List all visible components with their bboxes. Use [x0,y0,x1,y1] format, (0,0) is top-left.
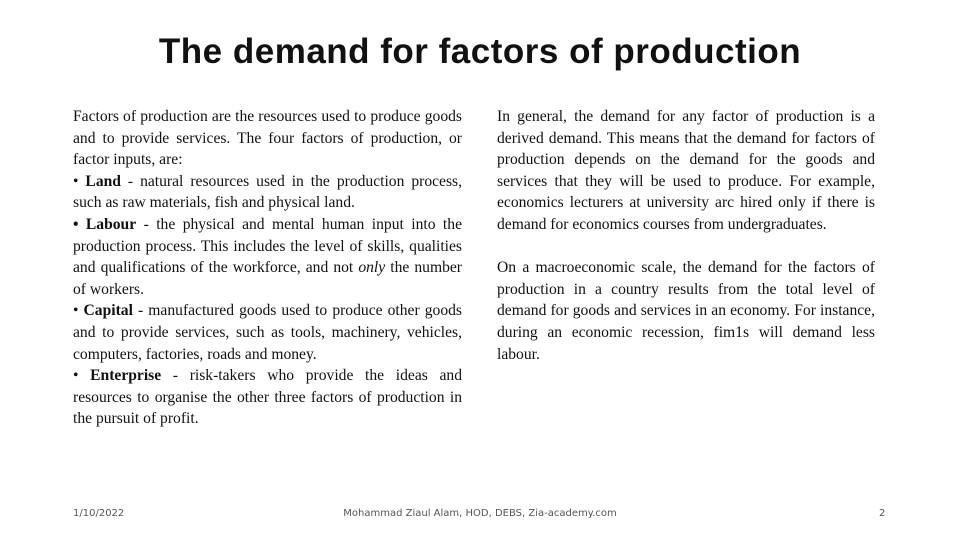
labour-tail: the number of workers. [73,259,462,298]
intro-text: Factors of production are the resources used to produce goods and to provide services. The four factors of production, or factor inputs, are: [73,108,462,169]
left-column [73,106,462,430]
labour-emphasis: only [358,259,386,277]
intro-paragraph: Factors of production are the resources used to produce goods and to provide services. The four factors of production, or factor inputs, are: • Land - natural resources used in the production process, such as raw materials, fish and physical land. • Labour - the physical and mental human input into the production process. This includes the level of skills, qualities and qualifications of the workforce, and not only the number of workers. • Capital - manufactured goods used to produce other goods and to provide services, such as tools, machinery, vehicles, computers, factories, roads and money. • Enterprise - risk-takers who provide the ideas and resources to organise the other three factors of production in the pursuit of profit. [73,108,462,428]
land-text: - natural resources used in the production process, such as raw materials, fish and physical land. [73,172,462,212]
right-column [497,106,875,365]
footer-author: Mohammad Ziaul Alam, HOD, DEBS, Zia-academy.com [343,508,617,519]
land-term: Land [85,172,121,190]
enterprise-text: - risk-takers who provide the ideas and resources to organise the other three factors of production in the pursuit of profit. [73,367,462,428]
slide-number: 2 [879,508,886,519]
capital-term: Capital [83,302,133,320]
macroeconomic-paragraph: On a macroeconomic scale, the demand for the factors of production in a country results from the total level of demand for goods and services in an economy. For instance, during an economic recession, fim1s will demand less labour. [497,259,875,363]
labour-term: Labour [85,215,137,233]
slide-title: The demand for factors of production [158,32,802,71]
labour-text: - the physical and mental human input into the production process. This includes the level of skills, qualities and qualifications of the workforce, and not [73,215,462,277]
enterprise-term: Enterprise [90,367,162,385]
footer-date: 1/10/2022 [73,508,125,519]
derived-demand-paragraph: In general, the demand for any factor of production is a derived demand. This means that the demand for factors of production depends on the demand for the goods and services that they will be used to produce. For example, economics lecturers at university arc hired only if there is demand for economics courses from undergraduates. [497,108,875,233]
capital-text: - manufactured goods used to produce other goods and to provide services, such as tools, machinery, vehicles, computers, factories, roads and money. [73,302,462,363]
